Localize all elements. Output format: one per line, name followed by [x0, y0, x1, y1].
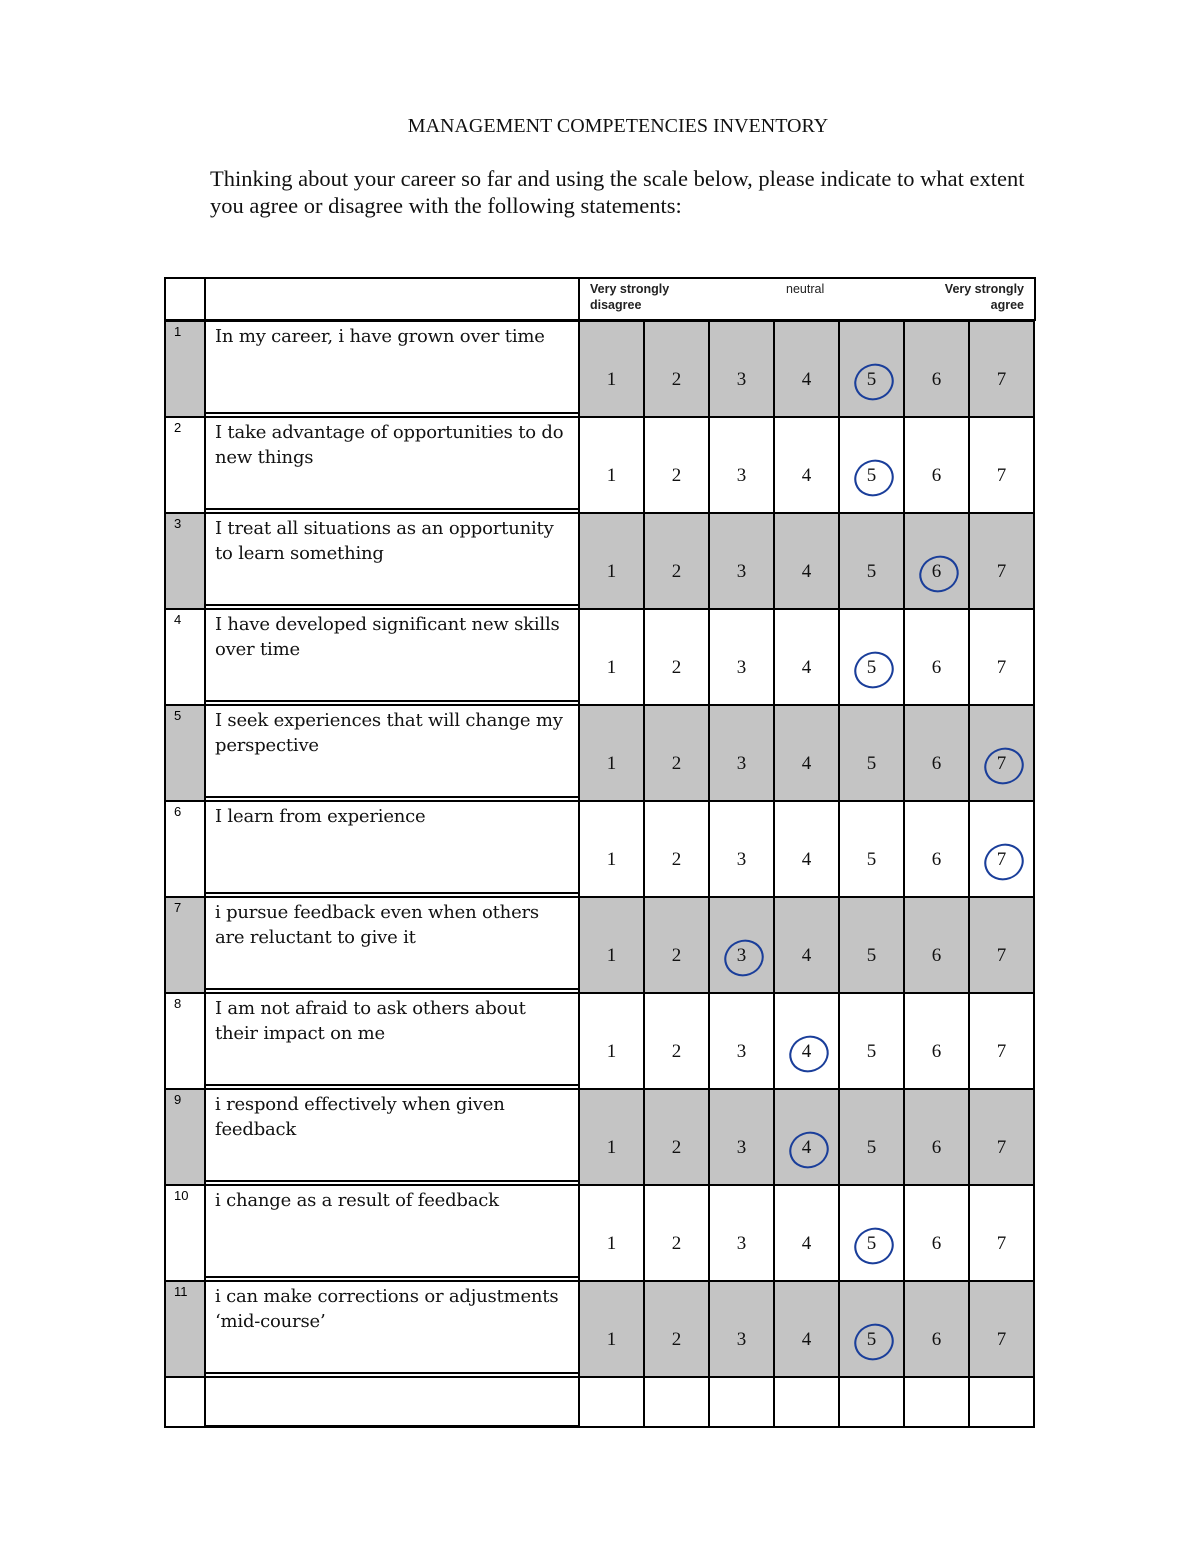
rating-value: 2 — [671, 945, 682, 966]
rating-option-6[interactable] — [903, 320, 970, 418]
rating-value: 6 — [931, 753, 942, 774]
row-number-cell — [164, 1184, 206, 1282]
rating-value: 6 — [931, 369, 942, 390]
rating-value: 4 — [801, 753, 812, 774]
statement-cell — [204, 800, 580, 894]
row-number: 7 — [174, 900, 182, 915]
rating-value: 7 — [996, 369, 1007, 390]
rating-option-5[interactable] — [838, 896, 905, 994]
rating-option-2[interactable] — [643, 320, 710, 418]
rating-value: 4 — [801, 945, 812, 966]
rating-option-4[interactable] — [773, 1280, 840, 1378]
rating-value: 3 — [736, 753, 747, 774]
rating-value: 2 — [671, 369, 682, 390]
rating-value: 7 — [996, 1233, 1007, 1254]
rating-value: 7 — [996, 945, 1007, 966]
rating-option-3[interactable] — [708, 512, 775, 610]
statement-text: i respond effectively when given feedback — [215, 1094, 505, 1140]
rating-value: 4 — [801, 561, 812, 582]
rating-value: 1 — [606, 369, 617, 390]
rating-value: 2 — [671, 1233, 682, 1254]
rating-value: 6 — [931, 465, 942, 486]
empty-rating-cell — [903, 1376, 970, 1428]
row-number: 2 — [174, 420, 182, 435]
rating-option-7[interactable] — [968, 608, 1035, 706]
rating-option-6[interactable] — [903, 416, 970, 514]
statement-text: i pursue feedback even when others are reluctant to give it — [215, 902, 539, 948]
rating-value: 1 — [606, 1329, 617, 1350]
rating-value: 3 — [736, 1329, 747, 1350]
instructions-text: Thinking about your career so far and using the scale below, please indicate to what extent you agree or disagree with the following statements: — [210, 166, 1025, 218]
rating-option-7[interactable] — [968, 320, 1035, 418]
rating-option-4[interactable] — [773, 512, 840, 610]
rating-value: 2 — [671, 657, 682, 678]
rating-option-4[interactable] — [773, 896, 840, 994]
rating-option-7[interactable] — [968, 512, 1035, 610]
rating-option-6[interactable] — [903, 1088, 970, 1186]
rating-option-1[interactable] — [578, 896, 645, 994]
rating-value: 4 — [801, 1329, 812, 1350]
empty-rating-cell — [578, 1376, 645, 1428]
rating-option-1[interactable] — [578, 800, 645, 898]
rating-value: 1 — [606, 753, 617, 774]
rating-option-5[interactable] — [838, 800, 905, 898]
row-number-cell — [164, 704, 206, 802]
scale-neutral-label: neutral — [786, 282, 825, 296]
scale-left-label-line2: disagree — [590, 298, 642, 312]
rating-value: 1 — [606, 1041, 617, 1062]
rating-value: 1 — [606, 657, 617, 678]
rating-option-3[interactable] — [708, 320, 775, 418]
rating-option-3[interactable] — [708, 704, 775, 802]
rating-option-6[interactable] — [903, 512, 970, 610]
rating-value: 7 — [996, 753, 1007, 774]
rating-option-7[interactable] — [968, 704, 1035, 802]
statement-text: i can make corrections or adjustments ‘mid-course’ — [215, 1286, 559, 1332]
rating-option-4[interactable] — [773, 704, 840, 802]
rating-value: 2 — [671, 753, 682, 774]
rating-option-5[interactable] — [838, 608, 905, 706]
rating-value: 3 — [736, 657, 747, 678]
row-number-cell — [164, 320, 206, 418]
rating-value: 5 — [866, 561, 877, 582]
rating-option-7[interactable] — [968, 1088, 1035, 1186]
rating-option-2[interactable] — [643, 896, 710, 994]
rating-option-5[interactable] — [838, 512, 905, 610]
rating-option-5[interactable] — [838, 1280, 905, 1378]
rating-value: 5 — [866, 849, 877, 870]
rating-option-7[interactable] — [968, 1184, 1035, 1282]
rating-option-3[interactable] — [708, 1184, 775, 1282]
rating-value: 7 — [996, 561, 1007, 582]
rating-value: 2 — [671, 1329, 682, 1350]
statement-cell — [204, 1088, 580, 1182]
rating-value: 3 — [736, 849, 747, 870]
empty-rating-cell — [708, 1376, 775, 1428]
rating-value: 3 — [736, 369, 747, 390]
rating-option-5[interactable] — [838, 416, 905, 514]
rating-value: 5 — [866, 1137, 877, 1158]
rating-value: 6 — [931, 1041, 942, 1062]
rating-option-5[interactable] — [838, 704, 905, 802]
rating-value: 5 — [866, 1041, 877, 1062]
rating-value: 5 — [866, 369, 877, 390]
rating-value: 3 — [736, 1041, 747, 1062]
rating-value: 3 — [736, 1137, 747, 1158]
rating-option-1[interactable] — [578, 992, 645, 1090]
statement-cell — [204, 320, 580, 414]
rating-option-2[interactable] — [643, 1280, 710, 1378]
rating-option-6[interactable] — [903, 608, 970, 706]
row-number-cell — [164, 1280, 206, 1378]
rating-value: 4 — [801, 1137, 812, 1158]
row-number: 6 — [174, 804, 182, 819]
rating-value: 5 — [866, 945, 877, 966]
empty-rating-cell — [968, 1376, 1035, 1428]
statement-cell — [204, 704, 580, 798]
rating-value: 7 — [996, 657, 1007, 678]
rating-value: 7 — [996, 849, 1007, 870]
rating-value: 2 — [671, 465, 682, 486]
rating-value: 6 — [931, 561, 942, 582]
rating-option-2[interactable] — [643, 704, 710, 802]
rating-option-7[interactable] — [968, 992, 1035, 1090]
row-number: 4 — [174, 612, 182, 627]
scale-right-label-line1: Very strongly — [944, 282, 1024, 296]
rating-value: 7 — [996, 465, 1007, 486]
rating-option-7[interactable] — [968, 896, 1035, 994]
row-number: 10 — [174, 1188, 189, 1203]
statement-cell — [204, 416, 580, 510]
statement-text: I have developed significant new skills over time — [215, 614, 560, 660]
row-number: 11 — [174, 1284, 188, 1299]
rating-value: 6 — [931, 1233, 942, 1254]
rating-option-1[interactable] — [578, 704, 645, 802]
rating-value: 5 — [866, 657, 877, 678]
rating-option-2[interactable] — [643, 608, 710, 706]
statement-cell — [204, 992, 580, 1086]
row-number: 9 — [174, 1092, 182, 1107]
row-number-cell — [164, 896, 206, 994]
rating-option-2[interactable] — [643, 416, 710, 514]
rating-option-2[interactable] — [643, 1184, 710, 1282]
rating-value: 1 — [606, 1233, 617, 1254]
rating-value: 1 — [606, 1137, 617, 1158]
rating-option-7[interactable] — [968, 800, 1035, 898]
statement-cell — [204, 1184, 580, 1278]
empty-row-number-cell — [164, 1376, 206, 1428]
row-number: 5 — [174, 708, 182, 723]
rating-value: 7 — [996, 1041, 1007, 1062]
header-number-cell — [164, 277, 206, 321]
rating-value: 4 — [801, 465, 812, 486]
row-number-cell — [164, 1088, 206, 1186]
rating-value: 6 — [931, 945, 942, 966]
empty-rating-cell — [773, 1376, 840, 1428]
rating-value: 6 — [931, 657, 942, 678]
rating-option-5[interactable] — [838, 1088, 905, 1186]
rating-option-6[interactable] — [903, 992, 970, 1090]
rating-value: 1 — [606, 561, 617, 582]
rating-option-1[interactable] — [578, 1184, 645, 1282]
rating-value: 3 — [736, 561, 747, 582]
row-number: 8 — [174, 996, 182, 1011]
row-number-cell — [164, 416, 206, 514]
row-number-cell — [164, 608, 206, 706]
rating-value: 6 — [931, 1329, 942, 1350]
rating-value: 4 — [801, 369, 812, 390]
row-number-cell — [164, 992, 206, 1090]
rating-option-6[interactable] — [903, 1184, 970, 1282]
rating-option-4[interactable] — [773, 992, 840, 1090]
scale-left-label-line1: Very strongly — [590, 282, 670, 296]
statement-text: I am not afraid to ask others about their impact on me — [215, 998, 526, 1044]
rating-option-6[interactable] — [903, 1280, 970, 1378]
rating-option-7[interactable] — [968, 1280, 1035, 1378]
rating-option-7[interactable] — [968, 416, 1035, 514]
rating-option-1[interactable] — [578, 1280, 645, 1378]
statement-text: I seek experiences that will change my perspective — [215, 710, 563, 756]
statement-cell — [204, 896, 580, 990]
rating-option-1[interactable] — [578, 416, 645, 514]
rating-option-3[interactable] — [708, 896, 775, 994]
rating-option-5[interactable] — [838, 1184, 905, 1282]
rating-option-6[interactable] — [903, 800, 970, 898]
rating-option-6[interactable] — [903, 704, 970, 802]
statement-text: i change as a result of feedback — [215, 1190, 499, 1211]
rating-option-3[interactable] — [708, 800, 775, 898]
rating-value: 2 — [671, 849, 682, 870]
row-number: 1 — [174, 324, 182, 339]
rating-option-4[interactable] — [773, 1184, 840, 1282]
rating-value: 5 — [866, 753, 877, 774]
scale-right-label-line2: agree — [990, 298, 1024, 312]
statement-cell — [204, 1280, 580, 1374]
rating-value: 7 — [996, 1329, 1007, 1350]
row-number: 3 — [174, 516, 182, 531]
rating-value: 7 — [996, 1137, 1007, 1158]
statement-cell — [204, 608, 580, 702]
statement-text: I treat all situations as an opportunity to learn something — [215, 518, 554, 564]
rating-value: 4 — [801, 849, 812, 870]
empty-rating-cell — [838, 1376, 905, 1428]
rating-value: 5 — [866, 1329, 877, 1350]
rating-value: 2 — [671, 1137, 682, 1158]
rating-option-2[interactable] — [643, 512, 710, 610]
rating-option-3[interactable] — [708, 608, 775, 706]
rating-value: 1 — [606, 945, 617, 966]
rating-value: 4 — [801, 1041, 812, 1062]
statement-cell — [204, 512, 580, 606]
rating-option-2[interactable] — [643, 992, 710, 1090]
empty-rating-cell — [643, 1376, 710, 1428]
rating-option-1[interactable] — [578, 1088, 645, 1186]
header-statement-cell — [204, 277, 580, 321]
rating-option-3[interactable] — [708, 1088, 775, 1186]
rating-value: 5 — [866, 1233, 877, 1254]
rating-option-3[interactable] — [708, 416, 775, 514]
rating-option-4[interactable] — [773, 320, 840, 418]
rating-option-4[interactable] — [773, 608, 840, 706]
rating-option-2[interactable] — [643, 1088, 710, 1186]
rating-option-1[interactable] — [578, 320, 645, 418]
rating-option-6[interactable] — [903, 896, 970, 994]
empty-statement-cell — [204, 1376, 580, 1428]
scale-header-cell — [578, 277, 1036, 321]
rating-value: 6 — [931, 1137, 942, 1158]
rating-value: 5 — [866, 465, 877, 486]
rating-value: 3 — [736, 465, 747, 486]
rating-option-1[interactable] — [578, 512, 645, 610]
rating-option-2[interactable] — [643, 800, 710, 898]
rating-value: 4 — [801, 1233, 812, 1254]
rating-option-1[interactable] — [578, 608, 645, 706]
rating-value: 3 — [736, 1233, 747, 1254]
rating-value: 2 — [671, 561, 682, 582]
rating-option-5[interactable] — [838, 320, 905, 418]
rating-option-4[interactable] — [773, 800, 840, 898]
rating-option-3[interactable] — [708, 992, 775, 1090]
statement-text: I learn from experience — [215, 806, 426, 827]
rating-option-4[interactable] — [773, 416, 840, 514]
document-title: MANAGEMENT COMPETENCIES INVENTORY — [407, 115, 829, 137]
rating-option-5[interactable] — [838, 992, 905, 1090]
rating-option-3[interactable] — [708, 1280, 775, 1378]
rating-value: 1 — [606, 465, 617, 486]
rating-value: 2 — [671, 1041, 682, 1062]
row-number-cell — [164, 800, 206, 898]
statement-text: I take advantage of opportunities to do new things — [215, 422, 564, 468]
rating-value: 4 — [801, 657, 812, 678]
row-number-cell — [164, 512, 206, 610]
rating-value: 6 — [931, 849, 942, 870]
rating-value: 3 — [736, 945, 747, 966]
rating-option-4[interactable] — [773, 1088, 840, 1186]
rating-value: 1 — [606, 849, 617, 870]
statement-text: In my career, i have grown over time — [215, 326, 545, 347]
